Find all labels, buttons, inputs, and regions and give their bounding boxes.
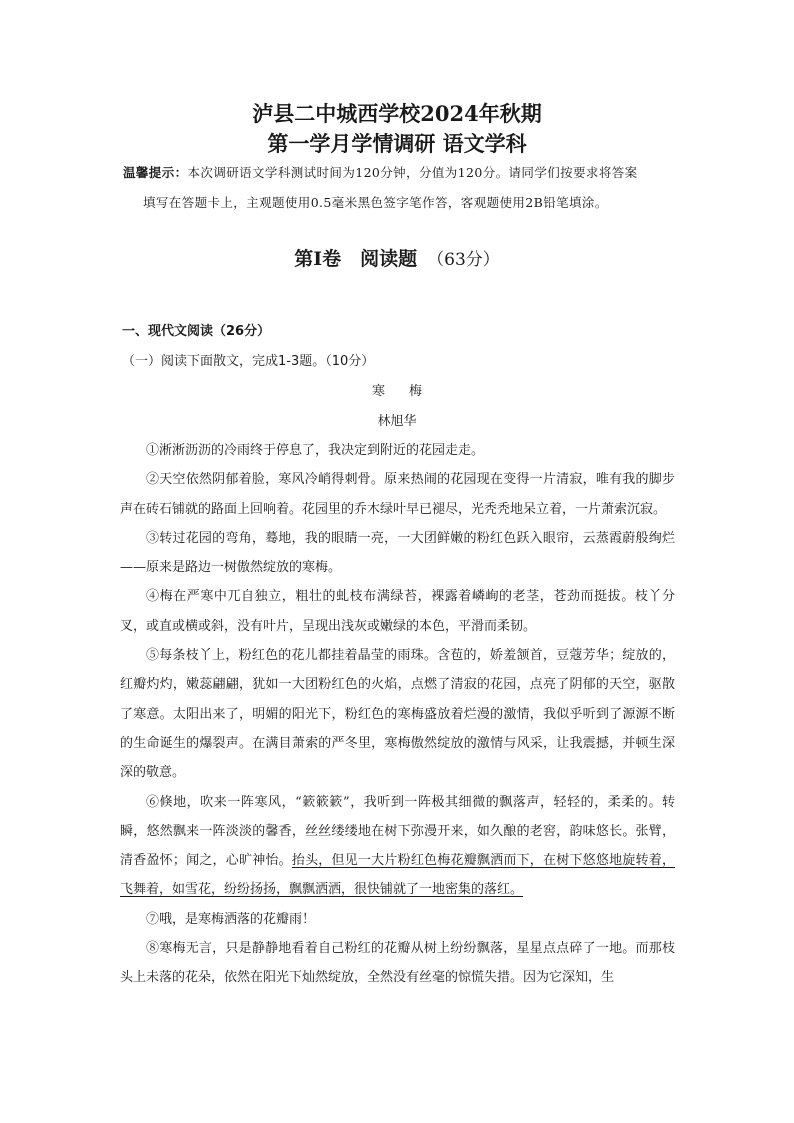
exam-title-line1: 泸县二中城西学校2024年秋期 (252, 101, 542, 126)
tip-text-1: 本次调研语文学科测试时间为120分钟，分值为120分。请同学们按要求将答案 (187, 165, 638, 180)
part-heading: 一、现代文阅读（26分） (122, 324, 271, 339)
paragraph-5: ⑤每条枝丫上，粉红色的花儿都挂着晶莹的雨珠。含苞的，娇羞颔首，豆蔻芳华；绽放的，红瓣灼灼，嫩蕊翩翩，犹如一大团粉红色的火焰，点燃了清寂的花园，点亮了阴郁的天空，驱散了寒意。太阳出来了，明媚的阳光下，粉红色的寒梅盛放着烂漫的激情，我似乎听到了源源不断的生命诞生的爆裂声。在满目萧索的严冬里，寒梅傲然绽放的激情与风采，让我震撼，并顿生深深的敬意。 (120, 648, 675, 781)
paragraph-3: ③转过花园的弯角，蓦地，我的眼睛一亮，一大团鲜嫩的粉红色跃入眼帘，云蒸霞蔚般绚烂——原来是路边一树傲然绽放的寒梅。 (120, 530, 675, 576)
tip-line2: 填写在答题卡上，主观题使用0.5毫米黑色签字笔作答，客观题使用2B铅笔填涂。 (143, 195, 608, 210)
paragraph-6-text: ⑥倏地，吹来一阵寒风，“簌簌簌”，我听到一阵极其细微的飘落声，轻轻的，柔柔的。转瞬，悠然飘来一阵淡淡的馨香，丝丝缕缕地在树下弥漫开来，如久酿的老窖，韵味悠长。张臂，清香盈怀；闻之，心旷神怡。 (120, 794, 675, 869)
essay-title: 寒梅 (371, 384, 446, 399)
tip-line1 (123, 158, 683, 188)
paragraph-2: ②天空依然阴郁着脸，寒风冷峭得刺骨。原来热闹的花园现在变得一片清寂，唯有我的脚步声在砖石铺就的路面上回响着。花园里的乔木绿叶早已褪尽，光秃秃地呆立着，一片萧索沉寂。 (120, 472, 675, 517)
paragraph-6 (120, 788, 675, 905)
paragraph-7: ⑦哦，是寒梅洒落的花瓣雨！ (146, 911, 316, 927)
paragraph-4: ④梅在严寒中兀自独立，粗壮的虬枝布满绿苔，裸露着嶙峋的老茎，苍劲而挺拔。枝丫分叉，或直或横或斜，没有叶片，呈现出浅灰或嫩绿的本色，平滑而柔韧。 (120, 589, 675, 634)
underlined-sentence: 抬头，但见一大片粉红色梅花瓣飘洒而下，在树下悠悠地旋转着，飞舞着，如雪花，纷纷扬扬，飘飘洒洒，很快铺就了一地密集的落红。 (120, 853, 675, 898)
exam-title-line2: 第一学月学情调研 语文学科 (267, 131, 527, 156)
sub-heading: （一）阅读下面散文，完成1-3题。（10分） (122, 354, 375, 369)
section-score: （63分） (427, 250, 500, 270)
section-heading (0, 244, 794, 271)
paragraph-8: ⑧寒梅无言，只是静静地看着自己粉红的花瓣从树上纷纷飘落，星星点点碎了一地。而那枝头上未落的花朵，依然在阳光下灿然绽放，全然没有丝毫的惊慌失措。因为它深知，生 (120, 941, 675, 986)
essay-author: 林旭华 (377, 414, 417, 429)
essay-body (120, 436, 675, 993)
tip-label: 温馨提示： (123, 165, 188, 180)
section-title: 第Ⅰ卷 阅读题 (294, 248, 418, 270)
paragraph-1: ①淅淅沥沥的冷雨终于停息了，我决定到附近的花园走走。 (146, 443, 485, 458)
